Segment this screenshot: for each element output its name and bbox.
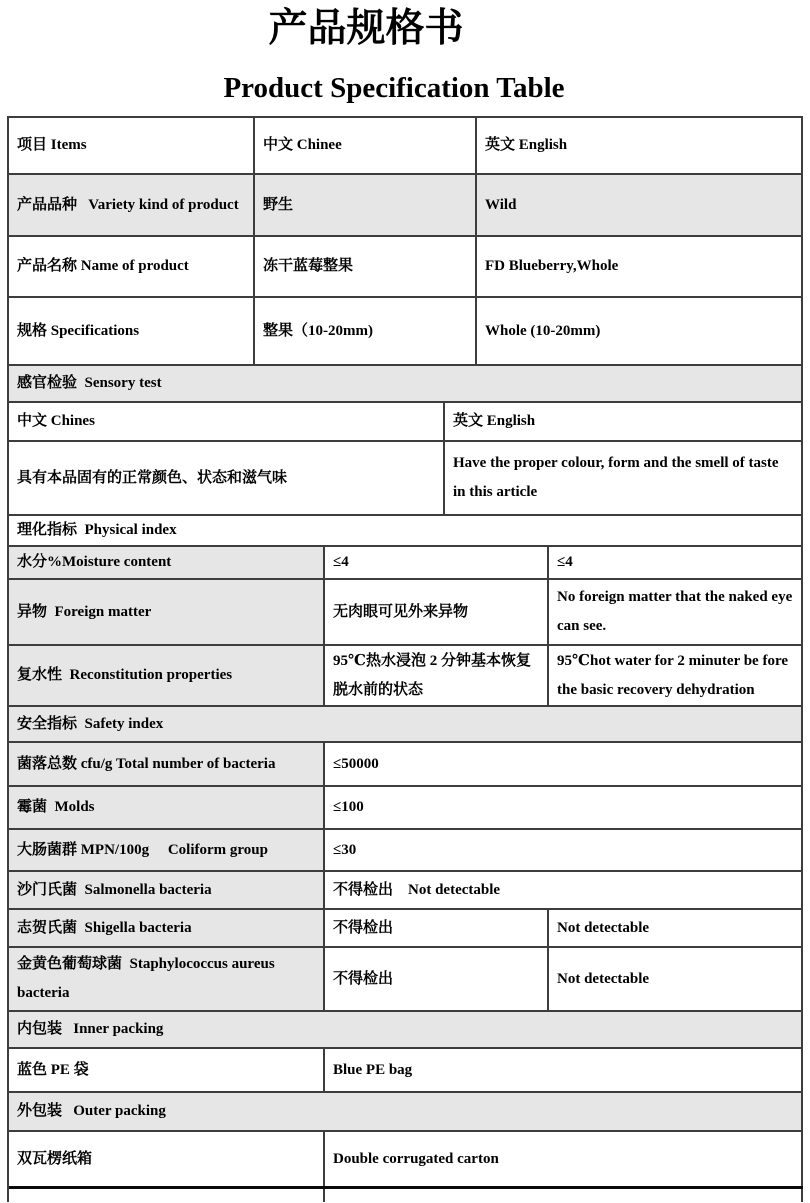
items-header-en: 英文 English (477, 118, 803, 173)
inner-packing-en: Blue PE bag (325, 1049, 803, 1091)
sensory-en-desc: Have the proper colour, form and the smell of taste in this article (445, 442, 803, 514)
reconstitution-en: 95℃hot water for 2 minuter be fore the basic recovery dehydration (549, 646, 803, 705)
moisture-label: 水分%Moisture content (9, 547, 325, 578)
staph-en: Not detectable (549, 948, 803, 1010)
moisture-cn: ≤4 (325, 547, 549, 578)
row-moisture (9, 547, 803, 580)
row-inner-packing-section (9, 1012, 803, 1049)
row-foreign-matter (9, 580, 803, 646)
row-variety (9, 175, 803, 237)
sensory-cn-desc: 具有本品固有的正常颜色、状态和滋气味 (9, 442, 445, 514)
row-salmonella (9, 872, 803, 910)
coliform-label: 大肠菌群 MPN/100g Coliform group (9, 830, 325, 870)
foreign-matter-label: 异物 Foreign matter (9, 580, 325, 644)
specifications-en: Whole (10-20mm) (477, 298, 803, 364)
row-sensory-desc (9, 442, 803, 516)
row-molds (9, 787, 803, 830)
sensory-en-header: 英文 English (445, 403, 803, 440)
outer-packing-section-title: 外包装 Outer packing (9, 1093, 803, 1130)
outer-packing-en: Double corrugated carton (325, 1132, 803, 1186)
cutoff-cell-left (9, 1189, 325, 1202)
safety-section-title: 安全指标 Safety index (9, 707, 803, 741)
shigella-cn: 不得检出 (325, 910, 549, 946)
row-items-header (9, 118, 803, 175)
salmonella-value: 不得检出 Not detectable (325, 872, 803, 908)
row-cutoff-partial (9, 1189, 803, 1202)
spec-table (7, 116, 803, 1202)
variety-en: Wild (477, 175, 803, 235)
staph-cn: 不得检出 (325, 948, 549, 1010)
specifications-cn: 整果（10-20mm) (255, 298, 477, 364)
row-physical-section (9, 516, 803, 547)
foreign-matter-cn: 无肉眼可见外来异物 (325, 580, 549, 644)
row-coliform (9, 830, 803, 872)
reconstitution-cn: 95℃热水浸泡 2 分钟基本恢复脱水前的状态 (325, 646, 549, 705)
row-total-bacteria (9, 743, 803, 787)
document-page (0, 4, 810, 1203)
row-specifications (9, 298, 803, 366)
row-sensory-header (9, 403, 803, 442)
molds-value: ≤100 (325, 787, 803, 828)
row-inner-packing (9, 1049, 803, 1093)
row-sensory-section (9, 366, 803, 403)
row-shigella (9, 910, 803, 948)
shigella-label: 志贺氏菌 Shigella bacteria (9, 910, 325, 946)
cutoff-cell-right (325, 1189, 803, 1202)
row-staph (9, 948, 803, 1012)
total-bacteria-label: 菌落总数 cfu/g Total number of bacteria (9, 743, 325, 785)
sensory-cn-header: 中文 Chines (9, 403, 445, 440)
shigella-en: Not detectable (549, 910, 803, 946)
row-product-name (9, 237, 803, 298)
sensory-section-title: 感官检验 Sensory test (9, 366, 803, 401)
row-safety-section (9, 707, 803, 743)
page-title: 产品规格书 (268, 7, 464, 50)
salmonella-label: 沙门氏菌 Salmonella bacteria (9, 872, 325, 908)
variety-label: 产品品种 Variety kind of product (9, 175, 255, 235)
foreign-matter-en: No foreign matter that the naked eye can see. (549, 580, 803, 644)
page-subtitle: Product Specification Table (223, 72, 565, 104)
total-bacteria-value: ≤50000 (325, 743, 803, 785)
inner-packing-cn: 蓝色 PE 袋 (9, 1049, 325, 1091)
physical-section-title: 理化指标 Physical index (9, 516, 803, 545)
moisture-en: ≤4 (549, 547, 803, 578)
specifications-label: 规格 Specifications (9, 298, 255, 364)
row-reconstitution (9, 646, 803, 707)
molds-label: 霉菌 Molds (9, 787, 325, 828)
items-header-label: 项目 Items (9, 118, 255, 173)
row-outer-packing-section (9, 1093, 803, 1132)
row-outer-packing (9, 1132, 803, 1189)
outer-packing-cn: 双瓦楞纸箱 (9, 1132, 325, 1186)
staph-label: 金黄色葡萄球菌 Staphylococcus aureus bacteria (9, 948, 325, 1010)
inner-packing-section-title: 内包装 Inner packing (9, 1012, 803, 1047)
reconstitution-label: 复水性 Reconstitution properties (9, 646, 325, 705)
product-name-en: FD Blueberry,Whole (477, 237, 803, 296)
items-header-cn: 中文 Chinee (255, 118, 477, 173)
product-name-label: 产品名称 Name of product (9, 237, 255, 296)
coliform-value: ≤30 (325, 830, 803, 870)
variety-cn: 野生 (255, 175, 477, 235)
product-name-cn: 冻干蓝莓整果 (255, 237, 477, 296)
